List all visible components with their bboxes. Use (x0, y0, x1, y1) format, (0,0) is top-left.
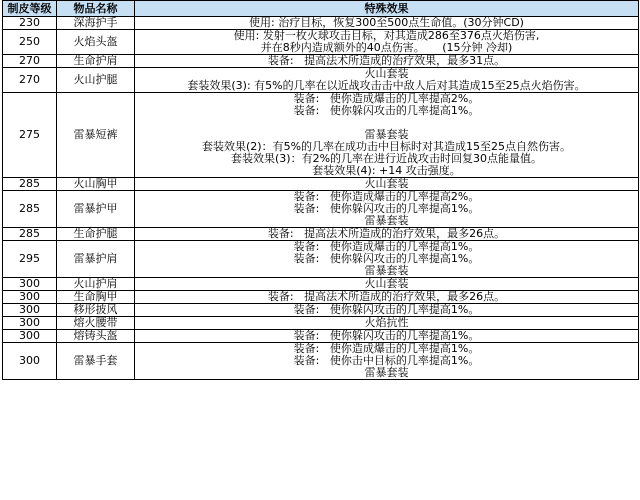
row-special-effect (135, 241, 639, 278)
effect-line: 套装效果(3): 有5%的几率在以近战攻击击中敌人后对其造成15至25点火焰伤害。 (187, 79, 586, 92)
effect-line: 火山套装 (364, 67, 409, 80)
effect-line: 套装效果(4): +14 攻击强度。 (312, 164, 461, 177)
effect-line: 装备: 使你击中目标的几率提高1%。 (293, 354, 480, 367)
effect-line: 并在8秒内造成额外的40点伤害。 (15分钟 冷却) (260, 41, 513, 54)
row-level: 285 (3, 228, 57, 241)
effect-line: 装备: 使你造成爆击的几率提高2%。 (293, 92, 480, 105)
header-row (3, 1, 639, 17)
effect-line: 装备: 提高法术所造成的治疗效果，最多26点。 (267, 227, 506, 240)
row-level: 295 (3, 241, 57, 278)
table-row (3, 330, 639, 343)
table-row (3, 278, 639, 291)
row-item-name: 生命胸甲 (57, 291, 135, 304)
row-item-name: 火山护腿 (57, 68, 135, 93)
row-item-name: 雷暴护甲 (57, 191, 135, 228)
row-special-effect (135, 68, 639, 93)
row-item-name: 熔火腰带 (57, 317, 135, 330)
row-special-effect (135, 304, 639, 317)
effect-line: 使用: 发射一枚火球攻击目标，对其造成286至376点火焰伤害, (233, 29, 540, 42)
row-level: 300 (3, 278, 57, 291)
table-row (3, 30, 639, 55)
row-special-effect (135, 178, 639, 191)
row-item-name: 生命护腿 (57, 228, 135, 241)
table-row (3, 17, 639, 30)
effect-line: 套装效果(2)：有5%的几率在成功击中目标时对其造成15至25点自然伤害。 (201, 140, 572, 153)
row-item-name: 移形披风 (57, 304, 135, 317)
row-item-name: 生命护肩 (57, 55, 135, 68)
effect-line: 装备: 使你躲闪攻击的几率提高1%。 (293, 252, 480, 265)
header-level: 制皮等级 (3, 1, 57, 17)
row-item-name: 雷暴短裤 (57, 93, 135, 178)
row-level: 285 (3, 178, 57, 191)
effect-line: 装备: 使你躲闪攻击的几率提高1%。 (293, 202, 480, 215)
row-item-name: 深海护手 (57, 17, 135, 30)
row-level: 285 (3, 191, 57, 228)
table-row (3, 55, 639, 68)
effect-line: 装备: 提高法术所造成的治疗效果，最多26点。 (267, 290, 506, 303)
effect-line: 装备: 提高法术所造成的治疗效果，最多31点。 (267, 54, 506, 67)
row-level: 250 (3, 30, 57, 55)
row-special-effect (135, 228, 639, 241)
effect-line: 装备: 使你造成爆击的几率提高1%。 (293, 240, 480, 253)
effect-line: 装备: 使你造成爆击的几率提高2%。 (293, 190, 480, 203)
table-row (3, 93, 639, 178)
row-level: 300 (3, 317, 57, 330)
effect-line: 装备: 使你躲闪攻击的几率提高1%。 (293, 104, 480, 117)
row-level: 275 (3, 93, 57, 178)
row-level: 230 (3, 17, 57, 30)
table-row (3, 241, 639, 278)
header-special-effect: 特殊效果 (135, 1, 639, 17)
row-level: 270 (3, 55, 57, 68)
row-level: 300 (3, 330, 57, 343)
row-special-effect (135, 343, 639, 380)
effect-line: 装备: 使你造成爆击的几率提高1%。 (293, 342, 480, 355)
row-level: 270 (3, 68, 57, 93)
effect-line: 火山套装 (364, 277, 409, 290)
effect-line: 火焰抗性 (364, 316, 409, 329)
effect-line: 使用: 治疗目标，恢复300至500点生命值。(30分钟CD) (249, 16, 524, 29)
row-item-name: 雷暴护肩 (57, 241, 135, 278)
row-level: 300 (3, 343, 57, 380)
row-special-effect (135, 278, 639, 291)
effect-line: 雷暴套装 (364, 214, 409, 227)
row-item-name: 雷暴手套 (57, 343, 135, 380)
effect-line: 雷暴套装 (364, 264, 409, 277)
effect-line: 装备: 使你躲闪攻击的几率提高1%。 (293, 303, 480, 316)
effect-line: 装备: 使你躲闪攻击的几率提高1%。 (293, 329, 480, 342)
table-row (3, 343, 639, 380)
effect-line: 雷暴套装 (364, 366, 409, 379)
row-level: 300 (3, 291, 57, 304)
row-level: 300 (3, 304, 57, 317)
table-row (3, 291, 639, 304)
row-item-name: 火焰头盔 (57, 30, 135, 55)
effect-line: 雷暴套装 (364, 128, 409, 141)
effect-line: 火山套装 (364, 177, 409, 190)
table-row (3, 228, 639, 241)
row-item-name: 熔铸头盔 (57, 330, 135, 343)
row-special-effect (135, 55, 639, 68)
header-item-name: 物品名称 (57, 1, 135, 17)
effect-line: 套装效果(3)：有2%的几率在进行近战攻击时回复30点能量值。 (230, 152, 543, 165)
row-special-effect (135, 317, 639, 330)
row-special-effect (135, 93, 639, 178)
table-row (3, 317, 639, 330)
row-special-effect (135, 30, 639, 55)
row-special-effect (135, 191, 639, 228)
table-row (3, 304, 639, 317)
table-row (3, 191, 639, 228)
crafting-table (2, 0, 639, 380)
row-special-effect (135, 17, 639, 30)
row-item-name: 火山护肩 (57, 278, 135, 291)
table-row (3, 68, 639, 93)
table-row (3, 178, 639, 191)
row-special-effect (135, 330, 639, 343)
row-special-effect (135, 291, 639, 304)
row-item-name: 火山胸甲 (57, 178, 135, 191)
